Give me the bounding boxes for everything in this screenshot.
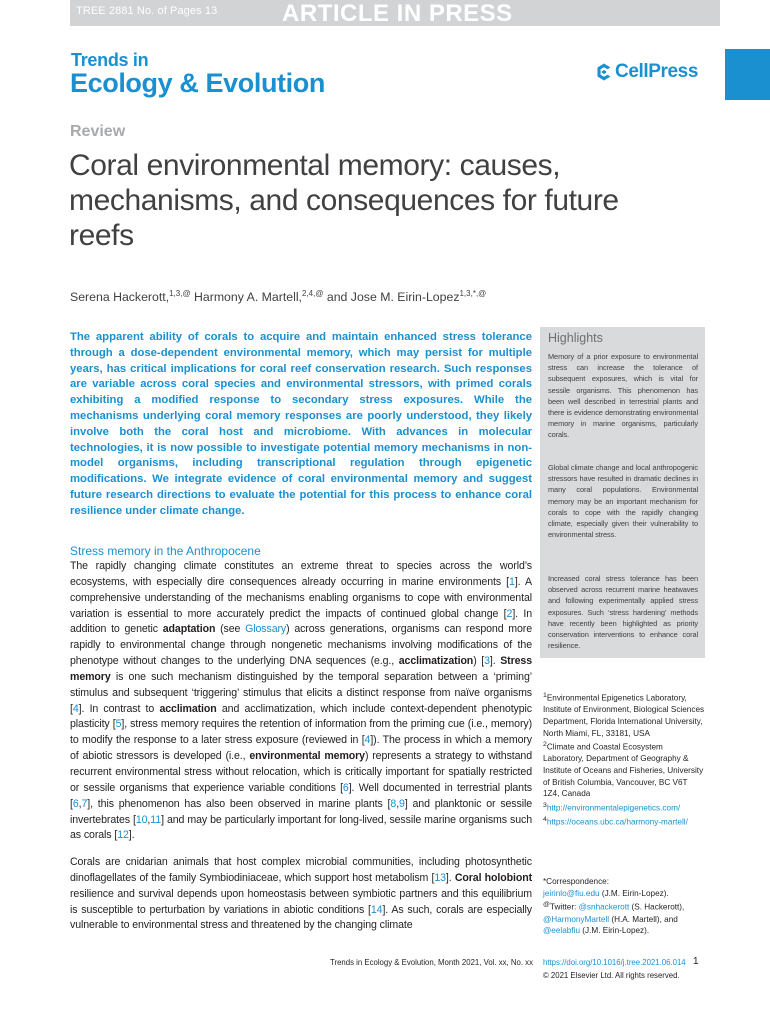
correspondence-label: *Correspondence: bbox=[543, 877, 609, 886]
author-website-link[interactable]: https://oceans.ubc.ca/harmony-martell/ bbox=[546, 817, 688, 827]
doi-link[interactable]: https://doi.org/10.1016/j.tree.2021.06.014 bbox=[543, 958, 686, 967]
author-affiliation-sup: 2,4,@ bbox=[301, 289, 324, 298]
cellpress-logo-icon bbox=[594, 62, 614, 82]
article-title: Coral environmental memory: causes, mechanisms, and consequences for future reefs bbox=[69, 149, 619, 252]
journal-color-tab bbox=[725, 49, 770, 100]
author-name: and Jose M. Eirin-Lopez bbox=[326, 290, 460, 305]
reference-link[interactable]: 8 bbox=[390, 797, 397, 810]
author-name: Harmony A. Martell, bbox=[194, 290, 302, 305]
correspondence bbox=[543, 876, 705, 937]
reference-link[interactable]: 12 bbox=[117, 829, 129, 842]
lab-website-link[interactable]: http://environmentalepigenetics.com/ bbox=[546, 803, 681, 813]
glossary-term: acclimatization bbox=[398, 655, 474, 668]
glossary-link[interactable]: Glossary bbox=[245, 623, 287, 636]
section-heading: Stress memory in the Anthropocene bbox=[70, 544, 261, 558]
twitter-line: @Twitter: @snhackerott (S. Hackerott), bbox=[543, 901, 685, 912]
publisher-name: CellPress bbox=[615, 61, 699, 82]
glossary-term: adaptation bbox=[162, 623, 216, 636]
abstract: The apparent ability of corals to acquire and maintain enhanced stress tolerance through a dose-dependent environmental memory, which may persist for multiple years, has critical implications for coral reef conservation research. Such responses are variable across coral species and environmental stressors, with primed corals exhibiting a modified response to secondary stress exposures. While the mechanisms underlying coral memory responses are poorly understood, they likely involve both the coral host and microbiome. With advances in molecular technologies, it is now possible to investigate potential memory mechanisms in non-model organisms, including transcriptional regulation through epigenetic modifications. We integrate evidence of coral environmental memory and suggest future research directions to evaluate the potential for this process to enhance coral resilience under climate change. bbox=[70, 331, 532, 517]
footer-citation: Trends in Ecology & Evolution, Month 2021, Vol. xx, No. xx bbox=[330, 958, 533, 967]
reference-link[interactable]: 14 bbox=[370, 903, 383, 916]
email-link[interactable]: jeirinlo@fiu.edu bbox=[543, 888, 600, 898]
article-type-label: Review bbox=[70, 123, 126, 140]
reference-link[interactable]: 4 bbox=[72, 702, 79, 715]
journal-title-small: Trends in bbox=[71, 50, 149, 70]
reference-link[interactable]: 7 bbox=[81, 797, 88, 810]
affiliation-item: $^1$Environmental Epigenetics Laboratory, Institute of Environment, Biological Sciences Department, Florida International University, North Miami, FL, 33181, USA bbox=[543, 692, 705, 738]
reference-link[interactable]: 1 bbox=[509, 575, 515, 588]
page-number: 1 bbox=[693, 956, 699, 967]
reference-link[interactable]: 3 bbox=[484, 655, 490, 668]
glossary-term: Stress memory bbox=[70, 655, 532, 683]
body-paragraph-2: Corals are cnidarian animals that host complex microbial communities, including photosynthetic dinoflagellates of the family Symbiodiniaceae, which support host metabolism [13]. Coral holobiont resilience and survival depends upon homeostasis between symbiotic partners and this equilibrium is susceptible to perturbation by variations in abiotic conditions [14]. As such, corals are especially vulnerable to environmental stress and threatened by the changing climate bbox=[70, 856, 532, 932]
body-paragraph-1: The rapidly changing climate constitutes an extreme threat to species across the world’s ecosystems, with especially dire consequences already occurring in marine environments [1]. A comprehensive understanding of the mechanisms enabling organisms to cope with environmental variation is essential to more accurately predict the impacts of continued global change [2]. In addition to genetic adaptation (see Glossary) across generations, organisms can respond more rapidly to environmental change through nongenetic mechanisms involving modifications of the phenotype without changes to the underlying DNA sequences (e.g., acclimatization) [3]. Stress memory is one such mechanism distinguished by the temporal separation between a ‘priming’ stimulus and subsequent ‘triggering’ stimulus that elicits a distinct response from naïve organisms [4]. In contrast to acclimation and acclimatization, which include context-dependent phenotypic plasticity [5], stress memory requires the retention of information from the priming cue (i.e., memory) to modify the response to a later stress exposure (reviewed in [4]). The process in which a memory of abiotic stressors is developed (i.e., environmental memory) represents a strategy to withstand recurrent environmental stress without relocation, which is critically important for spatially restricted or sessile organisms that experience variable conditions [6]. Well documented in terrestrial plants [6,7], this phenomenon has also been observed in marine plants [8,9] and planktonic or sessile invertebrates [10,11] and may be particularly important for long-lived, sessile marine organisms such as corals [12]. bbox=[70, 560, 533, 842]
journal-title-large: Ecology & Evolution bbox=[70, 68, 325, 98]
glossary-term: environmental memory bbox=[249, 750, 365, 763]
reference-link[interactable]: 9 bbox=[399, 797, 405, 810]
press-banner-text: ARTICLE IN PRESS bbox=[282, 0, 513, 27]
twitter-handle-link[interactable]: @eelabfiu bbox=[543, 926, 580, 936]
affiliation-item: $^4$https://oceans.ubc.ca/harmony-martell/ bbox=[543, 816, 688, 827]
article-in-press-banner bbox=[70, 0, 720, 26]
correspondence-email-line: jeirinlo@fiu.edu (J.M. Eirin-Lopez). bbox=[543, 888, 669, 898]
author-affiliation-sup: 1,3,@ bbox=[169, 289, 191, 298]
author-affiliation-sup: 1,3,*,@ bbox=[459, 289, 487, 298]
affiliation-item: $^2$Climate and Coastal Ecosystem Laboratory, Department of Geography & Institute of Oceans and Fisheries, University of British Columbia, Vancouver, BC V6T 1Z4, Canada bbox=[543, 741, 704, 799]
reference-link[interactable]: 6 bbox=[342, 781, 349, 794]
twitter-handle-link[interactable]: @snhackerott bbox=[578, 902, 630, 912]
reference-link[interactable]: 11 bbox=[150, 813, 162, 826]
affiliation-item: $^3$http://environmentalepigenetics.com/ bbox=[543, 801, 681, 813]
manuscript-meta: TREE 2881 No. of Pages 13 bbox=[76, 5, 218, 17]
author-list bbox=[70, 289, 486, 304]
affiliations bbox=[543, 690, 705, 828]
glossary-term: Coral holobiont bbox=[454, 871, 532, 884]
glossary-term: acclimation bbox=[159, 702, 217, 715]
reference-link[interactable]: 10 bbox=[135, 813, 148, 826]
highlights-title: Highlights bbox=[548, 331, 603, 345]
reference-link[interactable]: 4 bbox=[364, 734, 371, 747]
twitter-line: @eelabfiu (J.M. Eirin-Lopez). bbox=[543, 926, 650, 936]
highlights-paragraph: Memory of a prior exposure to environmental stress can increase the tolerance of subsequent exposures, which is vital for sessile organisms. This phenomenon has been well described in terrestrial plants and there is evidence demonstrating environmental memory in marine organisms, particularly corals. bbox=[548, 352, 698, 440]
twitter-line: @HarmonyMartell (H.A. Martell), and bbox=[543, 914, 678, 924]
reference-link[interactable]: 2 bbox=[506, 607, 513, 620]
reference-link[interactable]: 6 bbox=[72, 797, 79, 810]
reference-link[interactable]: 5 bbox=[115, 718, 122, 731]
reference-link[interactable]: 13 bbox=[434, 871, 446, 884]
highlights-paragraph: Increased coral stress tolerance has been observed across recurrent marine heatwaves and following experimentally applied stress exposures. Such ‘stress hardening’ methods have recently been highlighted as priority conservation interventions to enhance coral resilience. bbox=[548, 574, 698, 651]
twitter-handle-link[interactable]: @HarmonyMartell bbox=[543, 914, 610, 924]
author-name: Serena Hackerott, bbox=[70, 290, 170, 305]
highlights-paragraph: Global climate change and local anthropogenic stressors have resulted in dramatic declines in many coral populations. Environmental memory may be an important mechanism for corals to cope with the rapidly changing climate, especially given their vulnerability to environmental stress. bbox=[548, 463, 698, 540]
highlights-box bbox=[540, 327, 705, 658]
copyright-notice: © 2021 Elsevier Ltd. All rights reserved. bbox=[543, 971, 680, 980]
